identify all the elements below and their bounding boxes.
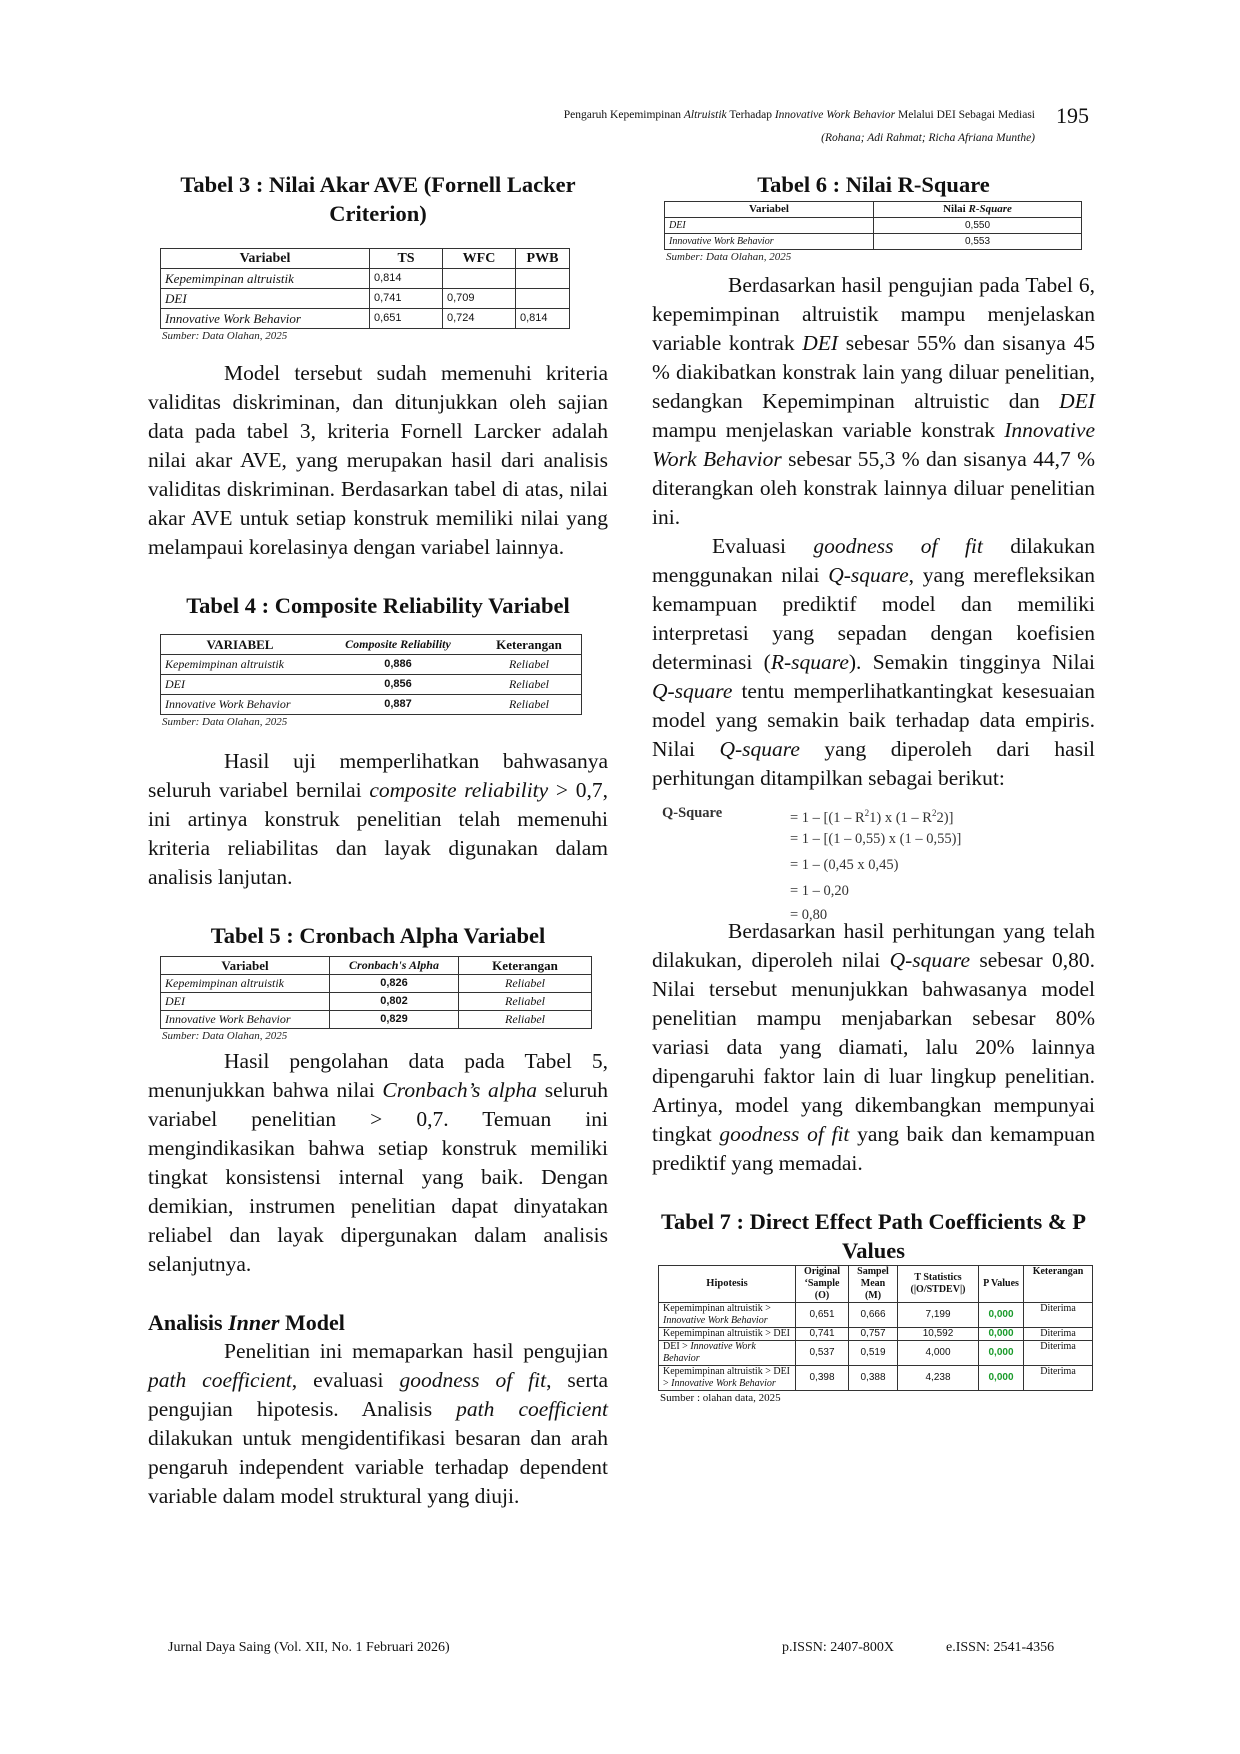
section-heading-inner-model: Analisis Inner Model (148, 1310, 345, 1335)
table-row (161, 309, 570, 329)
table4-cell: DEI (161, 675, 320, 695)
table5-cell: 0,802 (330, 993, 459, 1011)
paragraph-rsquare: Berdasarkan hasil pengujian pada Tabel 6, kepemimpinan altruistik mampu menjelaskan variable kontrak DEI sebesar 55% dan sisanya 45 % diakibatkan konstrak lain yang diluar penelitian, sedangkan Kepemimpinan altruistic dan DEI mampu menjelaskan variable konstrak Innovative Work Behavior sebesar 55,3 % dan sisanya 44,7 % diterangkan oleh konstrak lainnya diluar penelitian ini. (652, 273, 1096, 529)
table4-header: Composite Reliability (319, 635, 477, 655)
table4-cell: 0,887 (319, 695, 477, 715)
table7-cell: Diterima (1024, 1366, 1093, 1391)
table7-cell: 0,398 (796, 1366, 849, 1391)
table3-cell: 0,724 (443, 309, 516, 329)
left-column (148, 170, 608, 1511)
table7-cell: 0,666 (849, 1303, 898, 1328)
table3-cell: 0,651 (370, 309, 443, 329)
table5-cell: 0,826 (330, 975, 459, 993)
table4-cell: Reliabel (477, 655, 582, 675)
table5-caption: Tabel 5 : Cronbach Alpha Variabel (210, 923, 546, 948)
table7-cell: 0,651 (796, 1303, 849, 1328)
table-row (161, 675, 582, 695)
table7-p-value: 0,000 (979, 1366, 1024, 1391)
table4-caption: Tabel 4 : Composite Reliability Variabel (186, 593, 570, 618)
table3-cell (443, 269, 516, 289)
table7-hypothesis: DEI > Innovative Work Behavior (659, 1341, 796, 1366)
table3-cell (516, 269, 570, 289)
paragraph-inner-model: Penelitian ini memaparkan hasil pengujian path coefficient, evaluasi goodness of fit, serta pengujian hipotesis. Analisis path coefficient dilakukan untuk mengidentifikasi besaran dan arah pengaruh independent variable terhadap dependent variable dalam model struktural yang diuji. (148, 1339, 608, 1508)
formula-line: = 0,80 (790, 907, 828, 923)
table4-cell: Reliabel (477, 695, 582, 715)
table7-source: Sumber : olahan data, 2025 (660, 1392, 781, 1404)
table7-caption: Tabel 7 : Direct Effect Path Coefficients & P Values (661, 1209, 1086, 1263)
table3-source: Sumber: Data Olahan, 2025 (162, 330, 288, 342)
table-row (161, 993, 592, 1011)
footer-journal: Jurnal Daya Saing (Vol. XII, No. 1 Februari 2026) (168, 1640, 450, 1655)
table4 (160, 634, 582, 715)
table4-header: VARIABEL (161, 635, 320, 655)
table-row (161, 695, 582, 715)
table6-cell: 0,550 (874, 218, 1082, 234)
header-authors: (Rohana; Adi Rahmat; Richa Afriana Munthe) (821, 132, 1035, 144)
table7-hypothesis: Kepemimpinan altruistik > DEI > Innovative Work Behavior (659, 1366, 796, 1391)
table-row (659, 1341, 1093, 1366)
table5-cell: Reliabel (459, 1011, 592, 1029)
table3-cell: 0,709 (443, 289, 516, 309)
table7-cell: 10,592 (898, 1328, 979, 1341)
table6-source: Sumber: Data Olahan, 2025 (666, 251, 792, 263)
formula-line: = $1 - [(1 - R^21)$ x $(1 - R^22)$] (790, 808, 954, 826)
footer-pissn: p.ISSN: 2407-800X (782, 1640, 895, 1655)
table6-header: Nilai R-Square (874, 202, 1082, 218)
table7-p-value: 0,000 (979, 1303, 1024, 1328)
table3-header: TS (370, 249, 443, 269)
table7-cell: 0,388 (849, 1366, 898, 1391)
table6-header: Variabel (665, 202, 874, 218)
table7-header: P Values (979, 1266, 1024, 1303)
running-header (335, 104, 1035, 150)
table4-source: Sumber: Data Olahan, 2025 (162, 716, 288, 728)
q-square-formula (652, 793, 1095, 923)
table5-cell: DEI (161, 993, 330, 1011)
table3-cell: Kepemimpinan altruistik (161, 269, 370, 289)
table7 (658, 1265, 1093, 1391)
formula-line: = 1 – 0,20 (790, 883, 849, 899)
table-row (659, 1328, 1093, 1341)
table-row (659, 1366, 1093, 1391)
table7-cell: 4,238 (898, 1366, 979, 1391)
table3-cell (516, 289, 570, 309)
paragraph-composite: Hasil uji memperlihatkan bahwasanya seluruh variabel bernilai composite reliability > 0,7, ini artinya konstruk penelitian telah memenuhi kriteria reliabilitas dan layak digunakan dalam analisis lanjutan. (148, 749, 608, 889)
table5 (160, 956, 592, 1029)
footer-eissn: e.ISSN: 2541-4356 (946, 1640, 1055, 1655)
table-row (161, 655, 582, 675)
table4-cell: 0,856 (319, 675, 477, 695)
table7-cell: 4,000 (898, 1341, 979, 1366)
table6 (664, 201, 1082, 250)
table4-cell: Reliabel (477, 675, 582, 695)
table4-header: Keterangan (477, 635, 582, 655)
table3-cell: 0,814 (516, 309, 570, 329)
table3 (160, 248, 570, 329)
page-number: 195 (1056, 103, 1089, 128)
table4-cell: Innovative Work Behavior (161, 695, 320, 715)
table7-cell: 0,757 (849, 1328, 898, 1341)
table4-cell: Kepemimpinan altruistik (161, 655, 320, 675)
q-square-label: Q-Square (662, 805, 723, 821)
table6-cell: DEI (665, 218, 874, 234)
table-row (161, 289, 570, 309)
table3-cell: Innovative Work Behavior (161, 309, 370, 329)
table4-cell: 0,886 (319, 655, 477, 675)
table5-cell: 0,829 (330, 1011, 459, 1029)
table3-cell: 0,741 (370, 289, 443, 309)
right-column (652, 170, 1095, 1406)
table7-hypothesis: Kepemimpinan altruistik > Innovative Work Behavior (659, 1303, 796, 1328)
paragraph-q-square-result: Berdasarkan hasil perhitungan yang telah dilakukan, diperoleh nilai Q-square sebesar 0,80. Nilai tersebut menunjukkan bahwasanya model penelitian mampu menjabarkan sebesar 80% variasi data yang diamati, lalu 20% lainnya dipengaruhi faktor lain di luar lingkup penelitian. Artinya, model yang dikembangkan mempunyai tingkat goodness of fit yang baik dan kemampuan prediktif yang memadai. (652, 919, 1096, 1175)
table-row (161, 1011, 592, 1029)
table5-cell: Kepemimpinan altruistik (161, 975, 330, 993)
table5-cell: Reliabel (459, 993, 592, 1011)
paragraph-cronbach: Hasil pengolahan data pada Tabel 5, menunjukkan bahwa nilai Cronbach’s alpha seluruh variabel penelitian > 0,7. Temuan ini mengindikasikan bahwa setiap konstruk memiliki tingkat konsistensi internal yang baik. Dengan demikian, instrumen penelitian dapat dinyatakan reliabel dan layak dipergunakan dalam analisis selanjutnya. (148, 1049, 609, 1276)
table3-header: WFC (443, 249, 516, 269)
table5-header: Variabel (161, 957, 330, 975)
table5-cell: Reliabel (459, 975, 592, 993)
formula-line: = 1 – [(1 – 0,55) x (1 – 0,55)] (790, 831, 962, 847)
table5-header: Cronbach's Alpha (330, 957, 459, 975)
table-row (161, 269, 570, 289)
paragraph-validity: Model tersebut sudah memenuhi kriteria validitas diskriminan, dan ditunjukkan oleh sajian data pada tabel 3, kriteria Fornell Larcker adalah nilai akar AVE, yang merupakan hasil dari analisis validitas diskriminan. Berdasarkan tabel di atas, nilai akar AVE untuk setiap konstruk memiliki nilai yang melampaui korelasinya dengan variabel lainnya. (148, 361, 608, 559)
table7-cell: 7,199 (898, 1303, 979, 1328)
table3-header: PWB (516, 249, 570, 269)
table7-header: Original ‘Sample (O) (796, 1266, 849, 1303)
table5-source: Sumber: Data Olahan, 2025 (162, 1030, 288, 1042)
table5-cell: Innovative Work Behavior (161, 1011, 330, 1029)
table7-header: Keterangan (1024, 1266, 1093, 1303)
table7-cell: 0,741 (796, 1328, 849, 1341)
paragraph-goodness-of-fit: Evaluasi goodness of fit dilakukan menggunakan nilai Q-square, yang merefleksikan kemampuan prediktif model dan memiliki interpretasi yang sepadan dengan koefisien determinasi (R-square). Semakin tingginya Nilai Q-square tentu memperlihatkantingkat kesesuaian model yang semakin baik terhadap data empiris. Nilai Q-square yang diperoleh dari hasil perhitungan ditampilkan sebagai berikut: (652, 534, 1095, 790)
table-row (161, 975, 592, 993)
table7-header: Sampel Mean (M) (849, 1266, 898, 1303)
formula-line: = 1 – (0,45 x 0,45) (790, 857, 899, 873)
table5-header: Keterangan (459, 957, 592, 975)
table6-caption: Tabel 6 : Nilai R-Square (757, 172, 990, 197)
table7-p-value: 0,000 (979, 1341, 1024, 1366)
table7-cell: Diterima (1024, 1328, 1093, 1341)
table7-header: Hipotesis (659, 1266, 796, 1303)
table7-cell: 0,537 (796, 1341, 849, 1366)
table6-cell: 0,553 (874, 234, 1082, 250)
table7-header: T Statistics (|O/STDEV|) (898, 1266, 979, 1303)
table-row (659, 1303, 1093, 1328)
table-row (665, 218, 1082, 234)
table7-cell: Diterima (1024, 1303, 1093, 1328)
header-title: Pengaruh Kepemimpinan Altruistik Terhadap Innovative Work Behavior Melalui DEI Sebagai Mediasi (563, 109, 1035, 121)
table3-cell: DEI (161, 289, 370, 309)
table-row (665, 234, 1082, 250)
table7-cell: 0,519 (849, 1341, 898, 1366)
table6-cell: Innovative Work Behavior (665, 234, 874, 250)
table3-cell: 0,814 (370, 269, 443, 289)
table3-caption: Tabel 3 : Nilai Akar AVE (Fornell Lacker Criterion) (180, 172, 576, 226)
table7-hypothesis: Kepemimpinan altruistik > DEI (659, 1328, 796, 1341)
table3-header: Variabel (161, 249, 370, 269)
table7-cell: Diterima (1024, 1341, 1093, 1366)
table7-p-value: 0,000 (979, 1328, 1024, 1341)
